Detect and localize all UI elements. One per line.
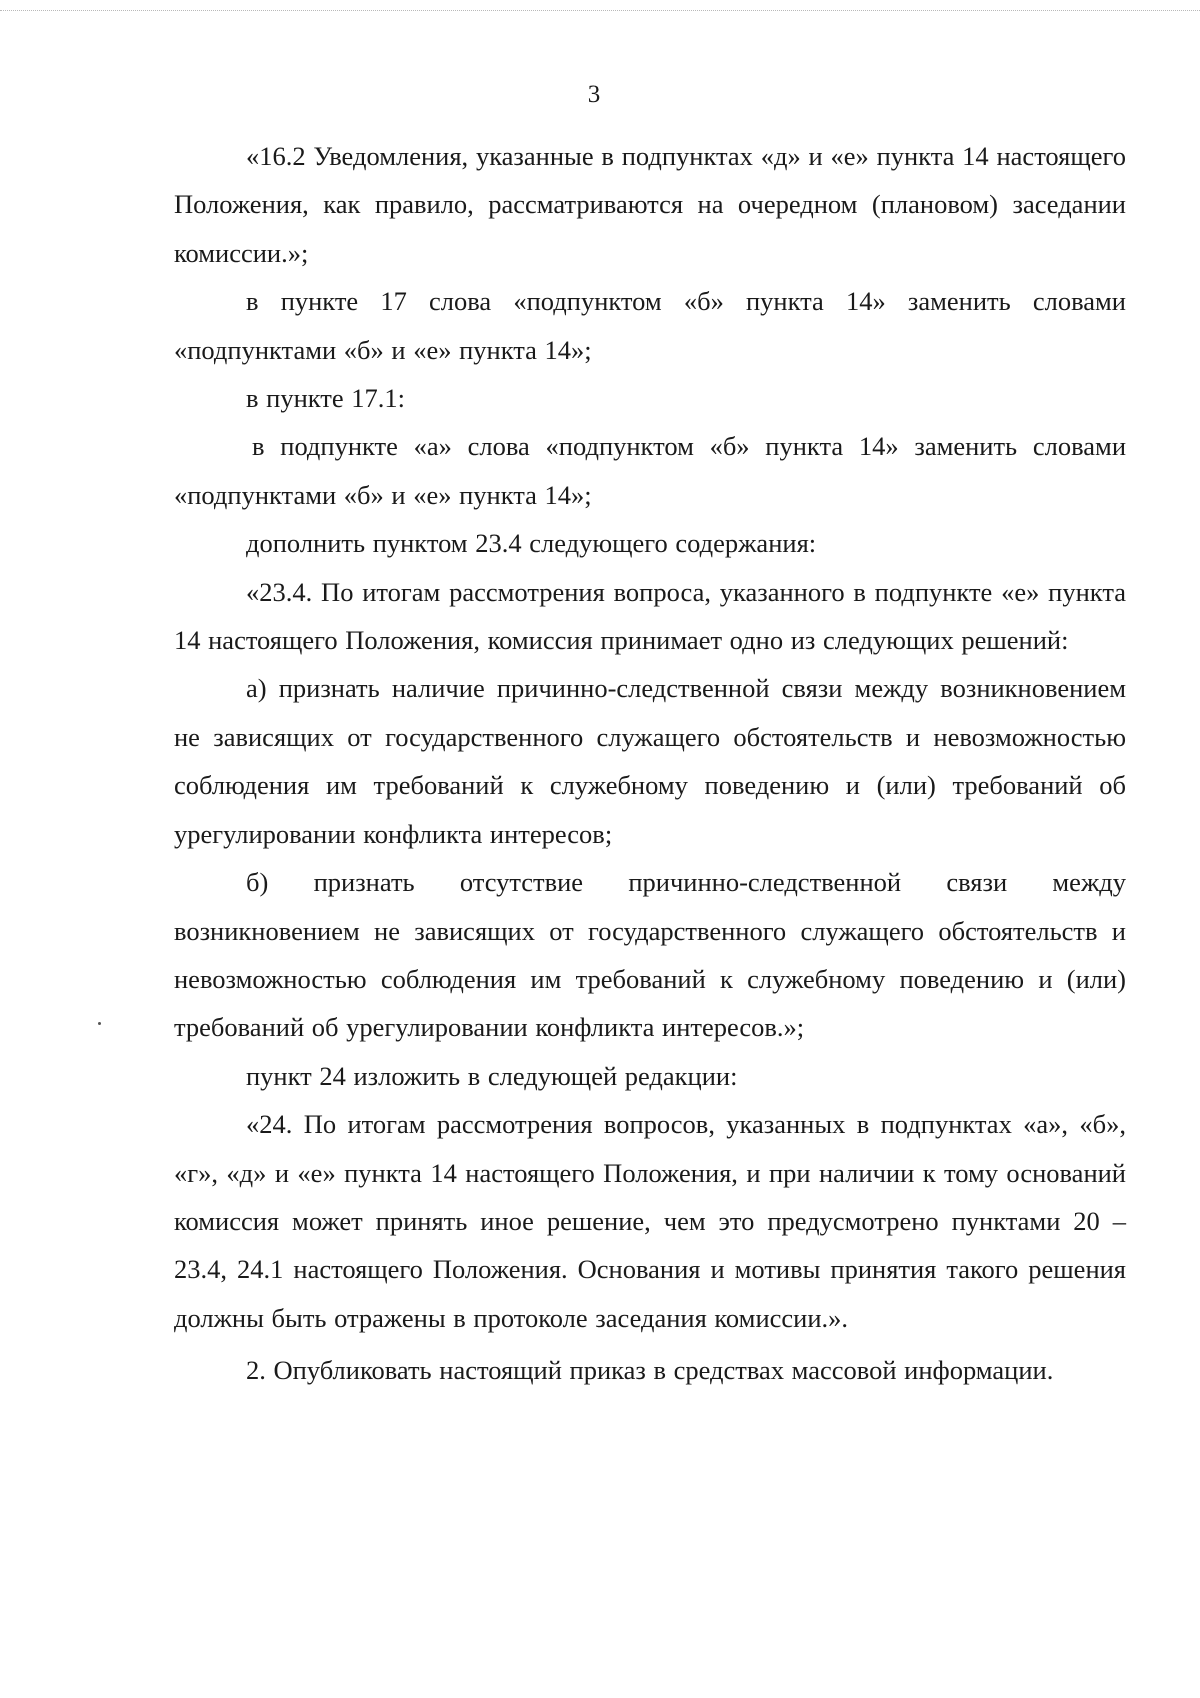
- paragraph-publish: 2. Опубликовать настоящий приказ в средствах массовой информации.: [246, 1355, 1054, 1386]
- scan-speck: [98, 1022, 101, 1025]
- paragraph-item-24-intro: пункт 24 изложить в следующей редакции:: [246, 1060, 738, 1091]
- paragraph-16-2: «16.2 Уведомления, указанные в подпунктах «д» и «е» пункта 14 настоящего Положения, как правило, рассматриваются на очередном (плановом) заседании комиссии.»;: [174, 141, 1126, 268]
- paragraph-decision-b: б) признать отсутствие причинно-следственной связи между возникновением не зависящих от государственного служащего обстоятельств и невозможностью соблюдения им требований к служебному поведению и (или) требований об урегулировании конфликта интересов.»;: [174, 867, 1126, 1043]
- paragraph-23-4: «23.4. По итогам рассмотрения вопроса, указанного в подпункте «е» пункта 14 настоящего Положения, комиссия принимает одно из следующих решений:: [174, 576, 1126, 656]
- scan-edge-line: [0, 10, 1200, 11]
- paragraph-item-17: в пункте 17 слова «подпунктом «б» пункта 14» заменить словами «подпунктами «б» и «е» пункта 14»;: [174, 286, 1126, 365]
- paragraph-item-24: «24. По итогам рассмотрения вопросов, указанных в подпунктах «а», «б», «г», «д» и «е» пункта 14 настоящего Положения, и при наличии к тому оснований комиссия может принять иное решение, чем это предусмотрено пунктами 20 – 23.4, 24.1 настоящего Положения. Основания и мотивы принятия такого решения должны быть отражены в протоколе заседания комиссии.».: [174, 1109, 1126, 1333]
- paragraph-subitem-a: в подпункте «а» слова «подпунктом «б» пункта 14» заменить словами «подпунктами «б» и «е» пункта 14»;: [174, 431, 1126, 510]
- document-body: [174, 132, 1126, 1395]
- paragraph-item-17-1: в пункте 17.1:: [246, 383, 405, 414]
- paragraph-decision-a: а) признать наличие причинно-следственной связи между возникновением не зависящих от государственного служащего обстоятельств и невозможностью соблюдения им требований к служебному поведению и (или) требований об урегулировании конфликта интересов;: [174, 673, 1126, 849]
- page-number: 3: [587, 81, 601, 108]
- paragraph-add-23-4: дополнить пунктом 23.4 следующего содержания:: [246, 528, 817, 559]
